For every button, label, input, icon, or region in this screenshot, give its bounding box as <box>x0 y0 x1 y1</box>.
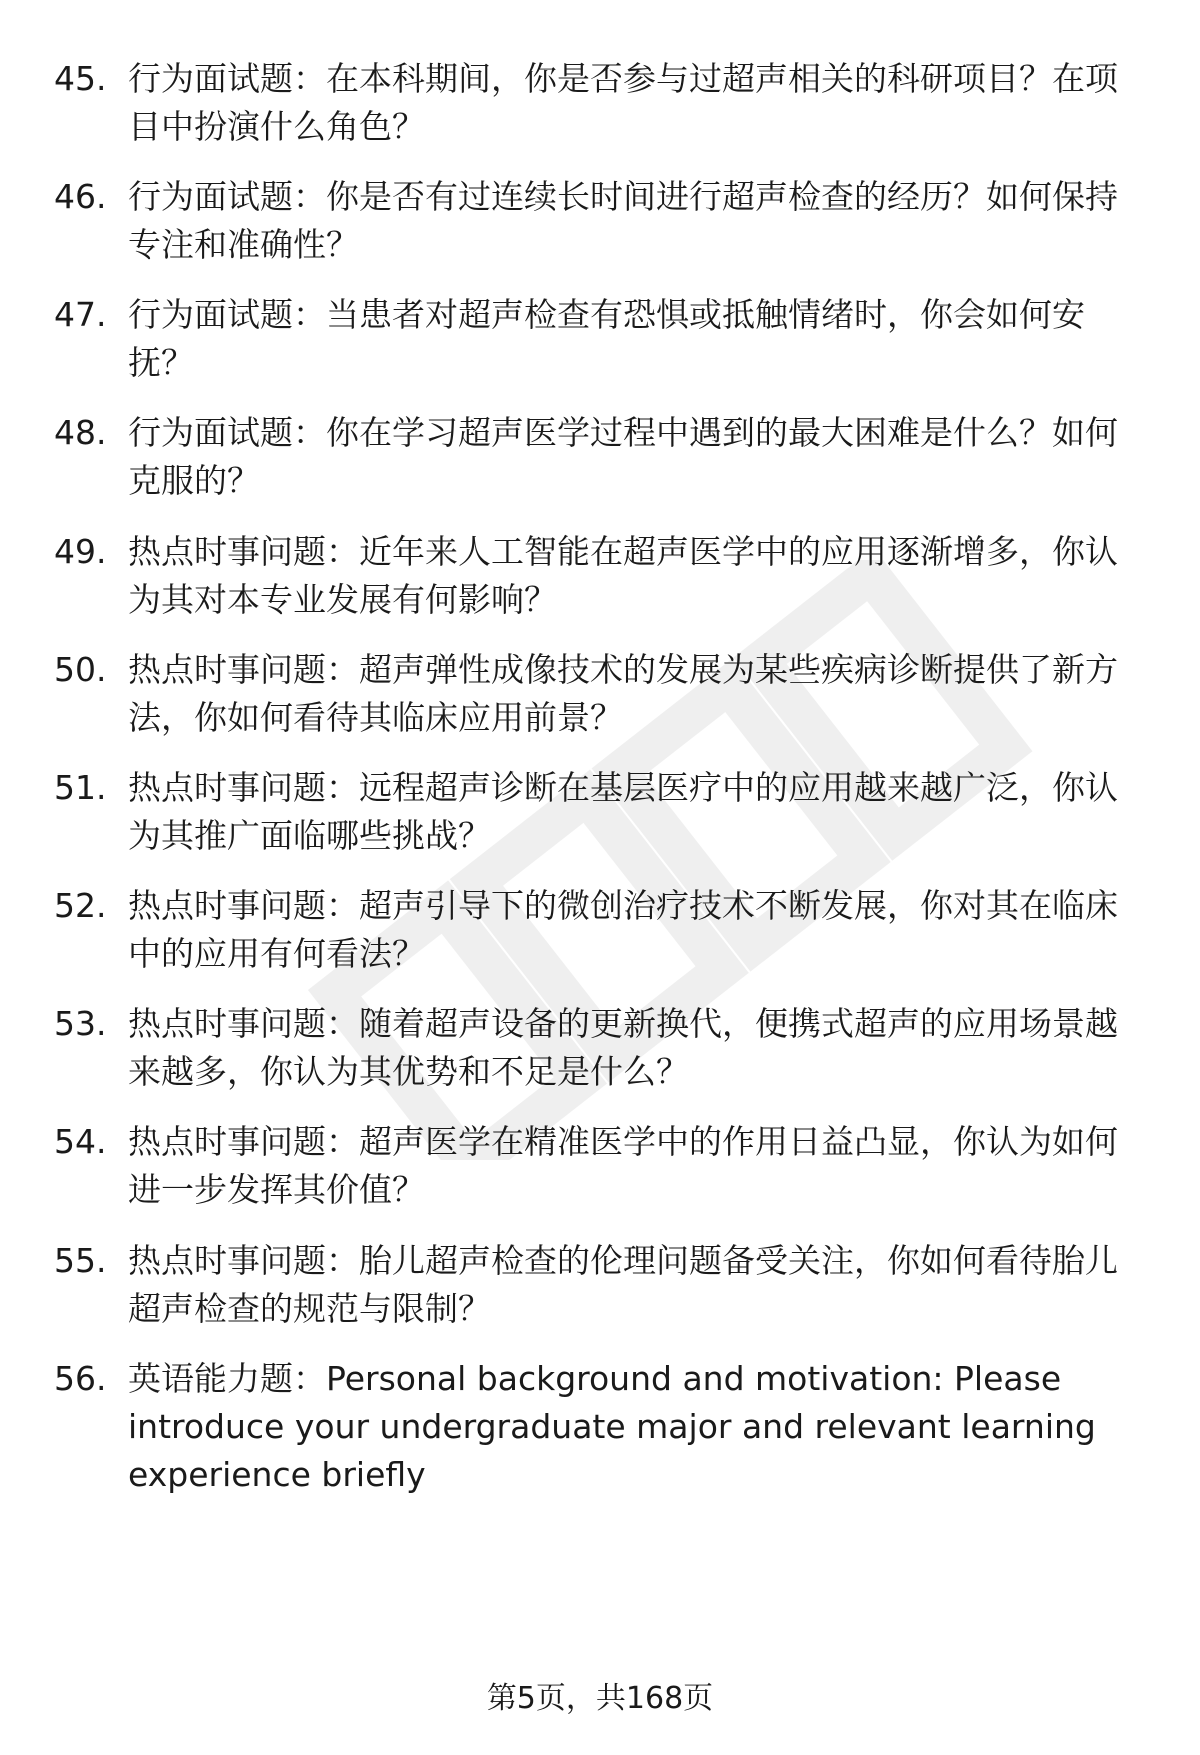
question-number: 48. <box>54 413 107 452</box>
question-number: 52. <box>54 886 107 925</box>
question-text: 行为面试题：你是否有过连续长时间进行超声检查的经历？如何保持专注和准确性？ <box>128 177 1118 264</box>
question-number: 51. <box>54 768 107 807</box>
question-text: 热点时事问题：近年来人工智能在超声医学中的应用逐渐增多，你认为其对本专业发展有何影响？ <box>128 532 1118 619</box>
list-item <box>54 55 1144 151</box>
question-text: 行为面试题：在本科期间，你是否参与过超声相关的科研项目？在项目中扮演什么角色？ <box>128 59 1118 146</box>
list-item <box>54 1355 1144 1499</box>
question-text: 热点时事问题：超声弹性成像技术的发展为某些疾病诊断提供了新方法，你如何看待其临床应用前景？ <box>128 650 1118 737</box>
list-item <box>54 528 1144 624</box>
page-footer: 第5页，共168页 <box>486 1681 714 1716</box>
question-text: 行为面试题：当患者对超声检查有恐惧或抵触情绪时，你会如何安抚？ <box>128 295 1085 382</box>
list-item <box>54 764 1144 860</box>
list-item <box>54 1237 1144 1333</box>
list-item <box>54 882 1144 978</box>
question-number: 55. <box>54 1241 107 1280</box>
list-item <box>54 173 1144 269</box>
question-text: 热点时事问题：超声医学在精准医学中的作用日益凸显，你认为如何进一步发挥其价值？ <box>128 1122 1118 1209</box>
question-text: 热点时事问题：超声引导下的微创治疗技术不断发展，你对其在临床中的应用有何看法？ <box>128 886 1118 973</box>
question-number: 54. <box>54 1122 107 1161</box>
question-number: 50. <box>54 650 107 689</box>
question-text: 热点时事问题：远程超声诊断在基层医疗中的应用越来越广泛，你认为其推广面临哪些挑战？ <box>128 768 1118 855</box>
list-item <box>54 291 1144 387</box>
question-number: 47. <box>54 295 107 334</box>
list-item <box>54 409 1144 505</box>
list-item <box>54 1000 1144 1096</box>
question-text: 热点时事问题：随着超声设备的更新换代，便携式超声的应用场景越来越多，你认为其优势和不足是什么？ <box>128 1004 1118 1091</box>
question-number: 56. <box>54 1359 107 1398</box>
question-number: 46. <box>54 177 107 216</box>
question-text: 行为面试题：你在学习超声医学过程中遇到的最大困难是什么？如何克服的？ <box>128 413 1118 500</box>
question-number: 53. <box>54 1004 107 1043</box>
question-number: 45. <box>54 59 107 98</box>
question-number: 49. <box>54 532 107 571</box>
question-text: 英语能力题：Personal background and motivation: Please introduce your undergraduate major and relevant learning experience briefly <box>128 1359 1096 1494</box>
question-text: 热点时事问题：胎儿超声检查的伦理问题备受关注，你如何看待胎儿超声检查的规范与限制？ <box>128 1241 1118 1328</box>
list-item <box>54 646 1144 742</box>
list-item <box>54 1118 1144 1214</box>
